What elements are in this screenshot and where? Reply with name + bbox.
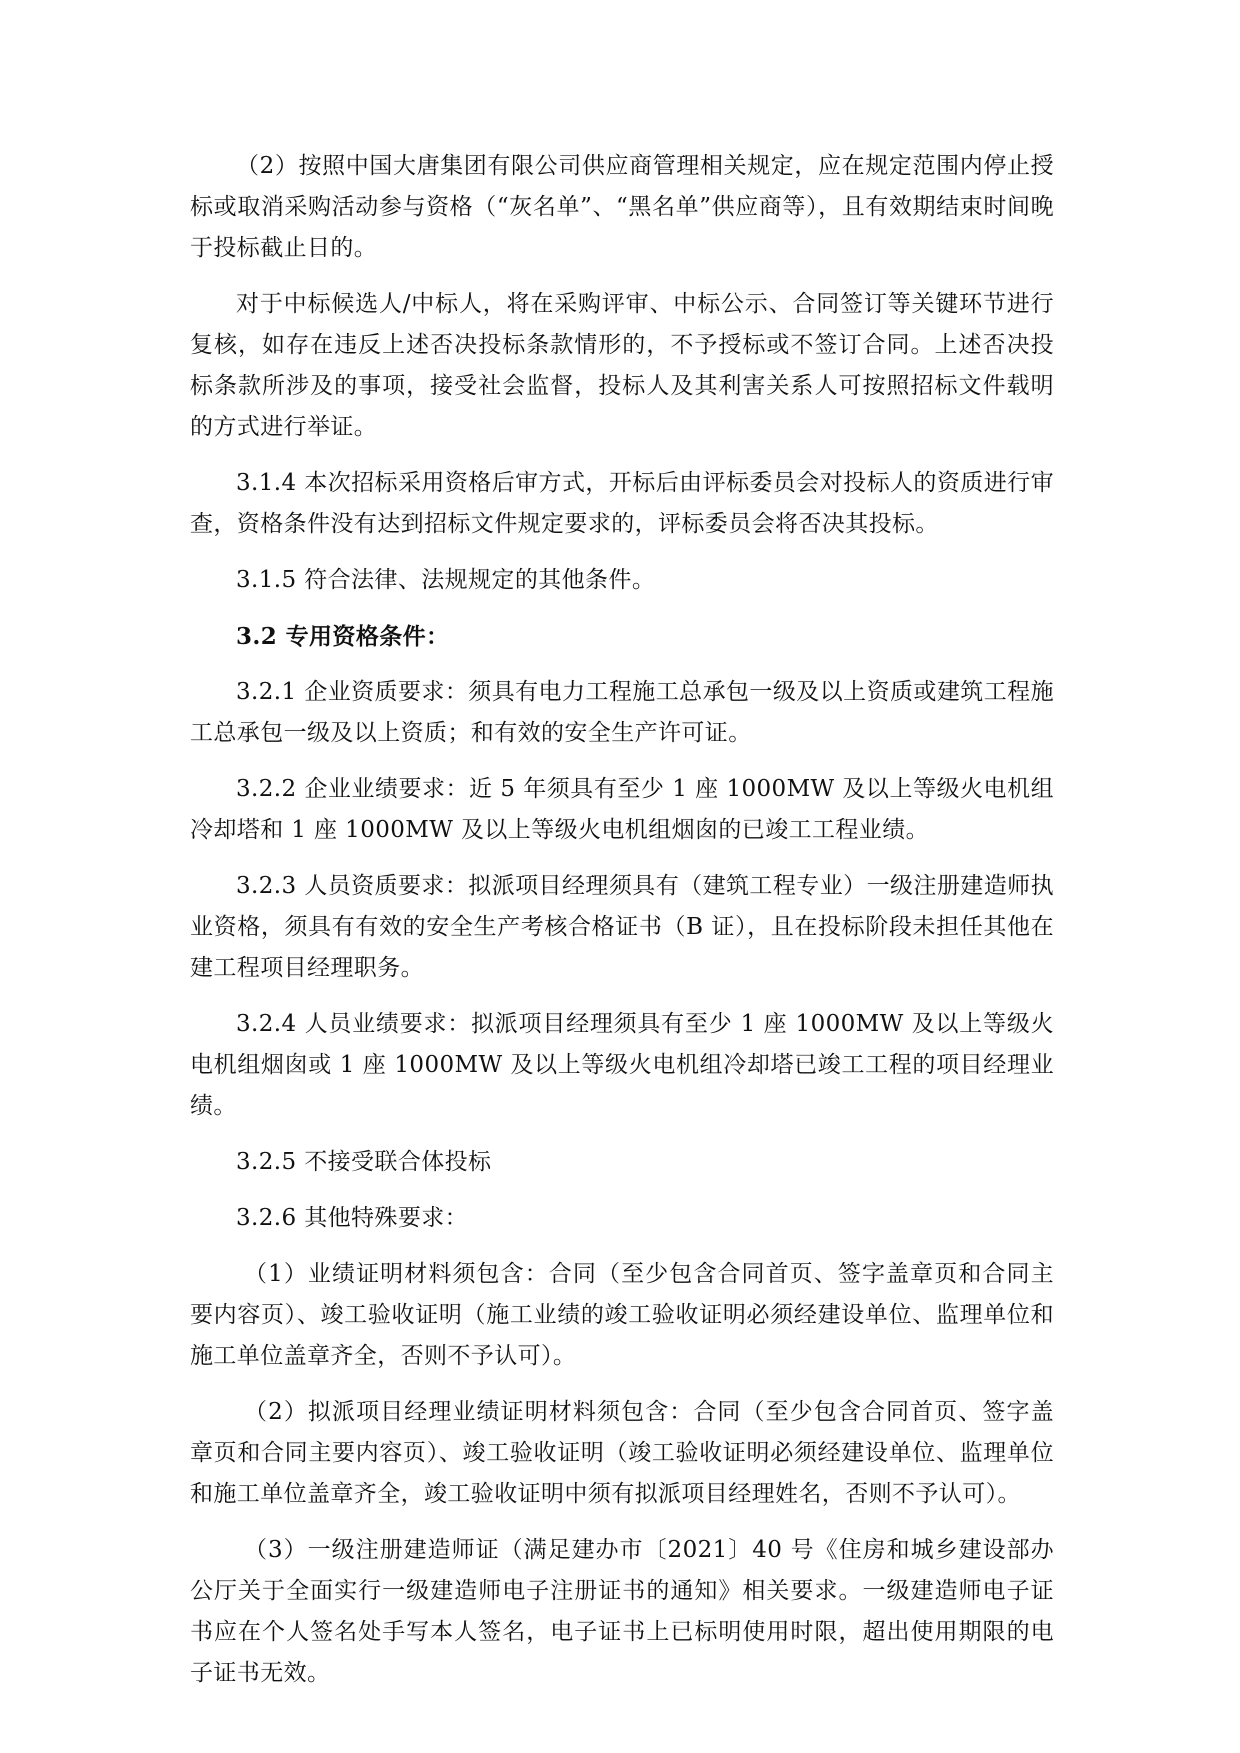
document-page <box>190 146 1054 1694</box>
paragraph-3-1-4: 3.1.4 本次招标采用资格后审方式，开标后由评标委员会对投标人的资质进行审查，资格条件没有达到招标文件规定要求的，评标委员会将否决其投标。 <box>190 470 1054 537</box>
paragraph-3-2-4: 3.2.4 人员业绩要求：拟派项目经理须具有至少 1 座 1000MW 及以上等级火电机组烟囱或 1 座 1000MW 及以上等级火电机组冷却塔已竣工工程的项目经理业绩。 <box>190 1011 1054 1119</box>
paragraph-item-3-constructor-certificate: （3）一级注册建造师证（满足建办市〔2021〕40 号《住房和城乡建设部办公厅关于全面实行一级建造师电子注册证书的通知》相关要求。一级建造师电子证书应在个人签名处手写本人签名，电子证书上已标明使用时限，超出使用期限的电子证书无效。 <box>190 1537 1054 1686</box>
paragraph-3-2-3: 3.2.3 人员资质要求：拟派项目经理须具有（建筑工程专业）一级注册建造师执业资格，须具有有效的安全生产考核合格证书（B 证），且在投标阶段未担任其他在建工程项目经理职务。 <box>190 873 1054 981</box>
paragraph-item-2-blacklist: （2）按照中国大唐集团有限公司供应商管理相关规定，应在规定范围内停止授标或取消采购活动参与资格（“灰名单”、“黑名单”供应商等），且有效期结束时间晚于投标截止日的。 <box>190 153 1054 261</box>
section-heading-3-2: 3.2 专用资格条件： <box>236 623 450 650</box>
paragraph-3-2-5: 3.2.5 不接受联合体投标 <box>236 1149 492 1175</box>
paragraph-review-notice: 对于中标候选人/中标人，将在采购评审、中标公示、合同签订等关键环节进行复核，如存在违反上述否决投标条款情形的，不予授标或不签订合同。上述否决投标条款所涉及的事项，接受社会监督，投标人及其利害关系人可按照招标文件载明的方式进行举证。 <box>190 291 1054 440</box>
paragraph-3-2-2: 3.2.2 企业业绩要求：近 5 年须具有至少 1 座 1000MW 及以上等级火电机组冷却塔和 1 座 1000MW 及以上等级火电机组烟囱的已竣工工程业绩。 <box>190 776 1054 843</box>
paragraph-item-1-performance-proof: （1）业绩证明材料须包含：合同（至少包含合同首页、签字盖章页和合同主要内容页）、竣工验收证明（施工业绩的竣工验收证明必须经建设单位、监理单位和施工单位盖章齐全，否则不予认可）。 <box>190 1261 1054 1369</box>
paragraph-item-2-manager-proof: （2）拟派项目经理业绩证明材料须包含：合同（至少包含合同首页、签字盖章页和合同主要内容页）、竣工验收证明（竣工验收证明必须经建设单位、监理单位和施工单位盖章齐全，竣工验收证明中须有拟派项目经理姓名，否则不予认可）。 <box>190 1399 1054 1507</box>
paragraph-3-2-1: 3.2.1 企业资质要求：须具有电力工程施工总承包一级及以上资质或建筑工程施工总承包一级及以上资质；和有效的安全生产许可证。 <box>190 679 1054 746</box>
paragraph-3-2-6: 3.2.6 其他特殊要求： <box>236 1205 469 1231</box>
paragraph-3-1-5: 3.1.5 符合法律、法规规定的其他条件。 <box>236 567 656 593</box>
